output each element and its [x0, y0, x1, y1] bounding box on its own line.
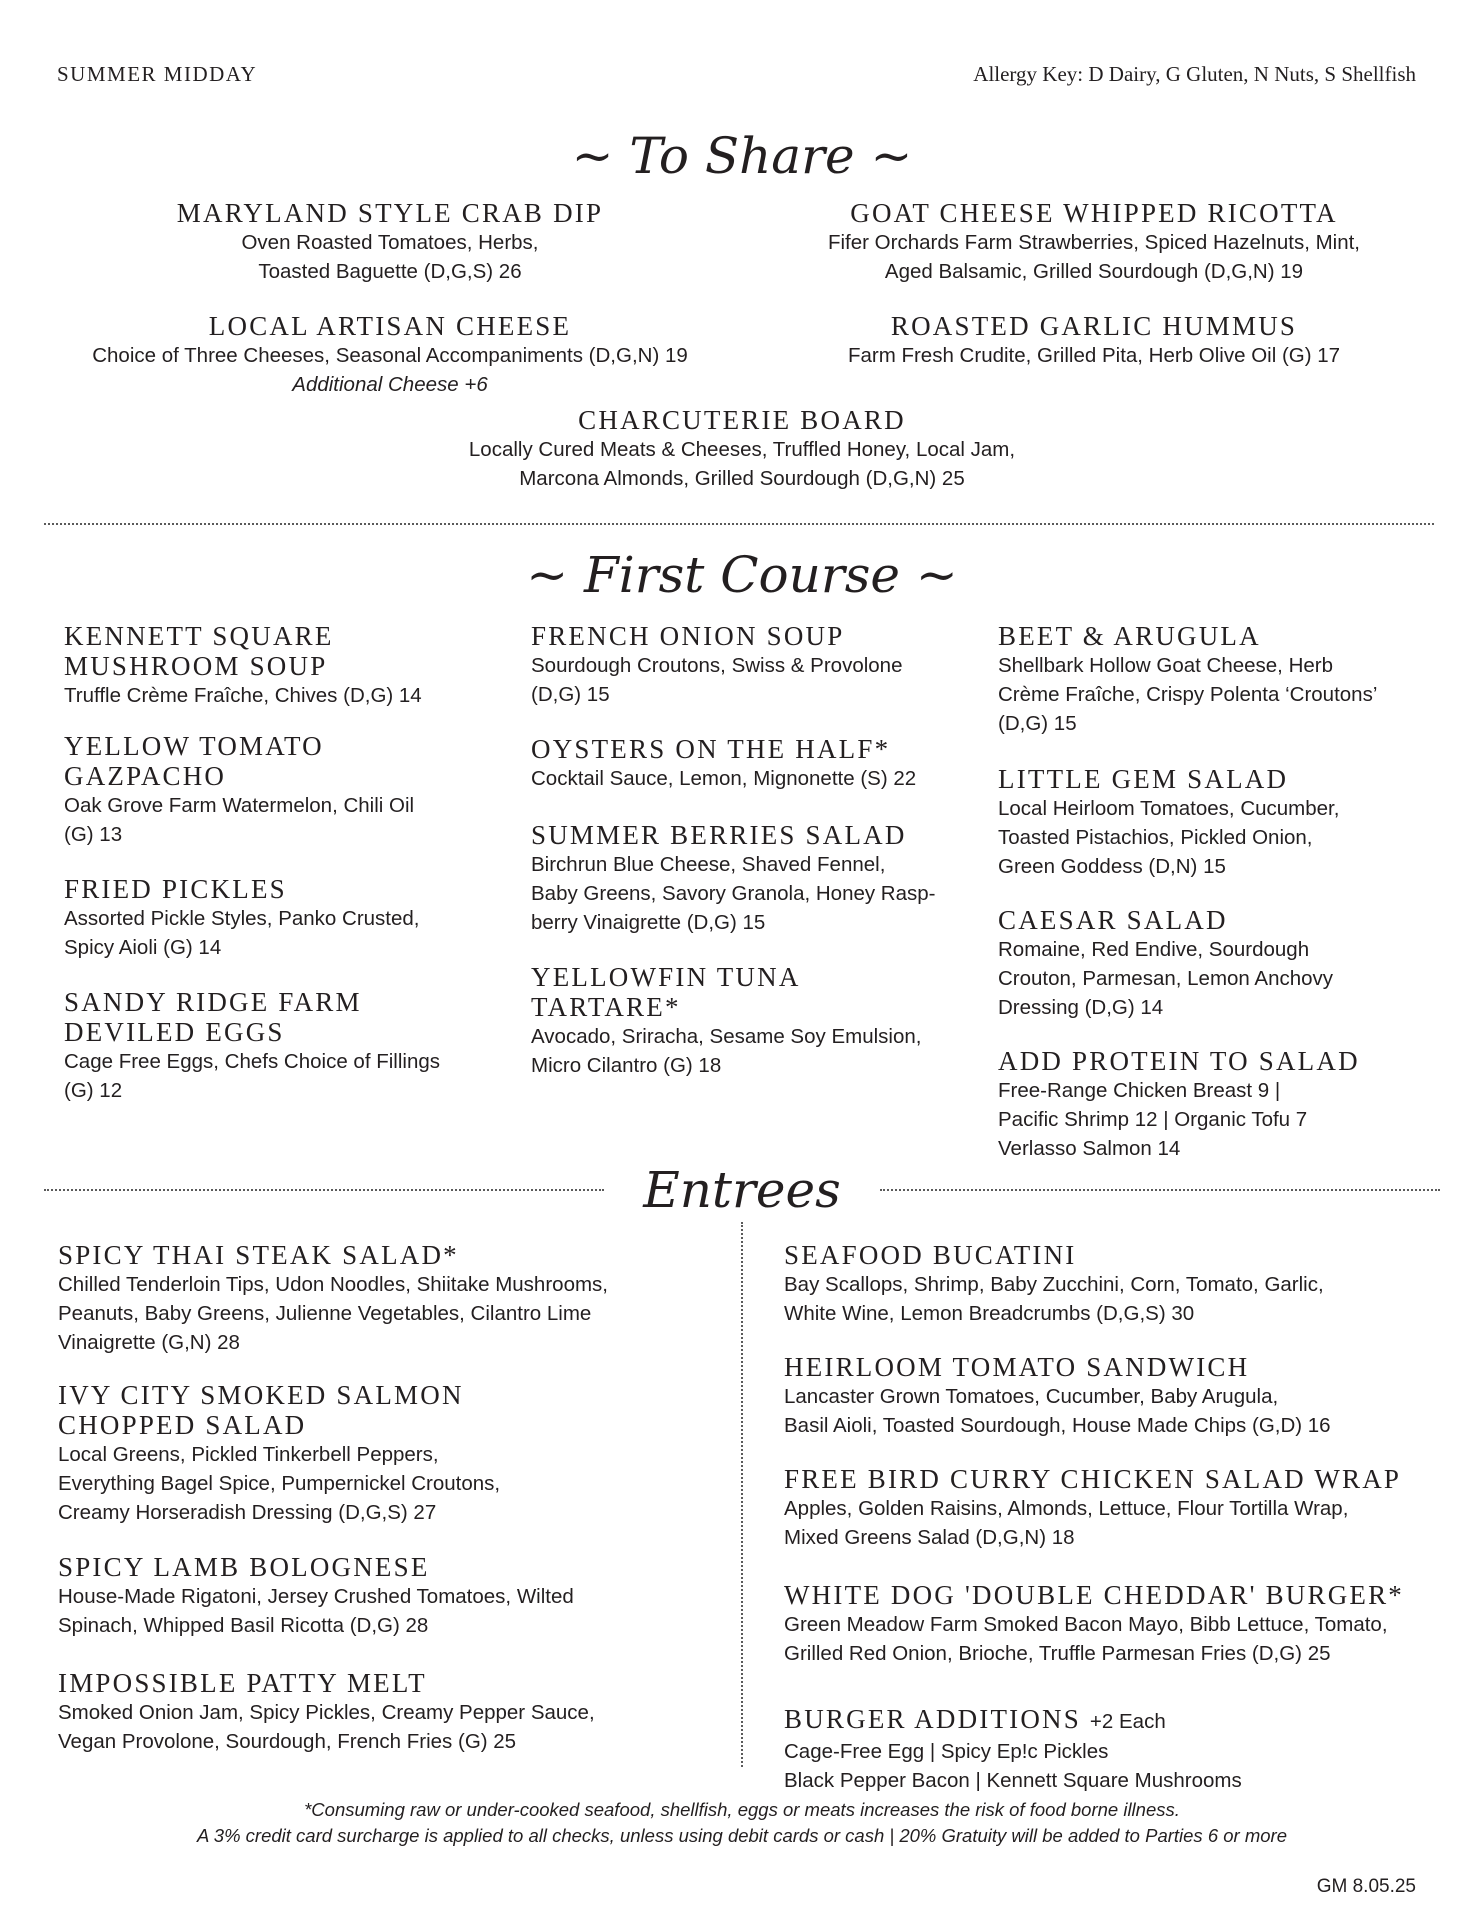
menu-item	[784, 1240, 1464, 1328]
item-name: SPICY THAI STEAK SALAD*	[58, 1240, 459, 1270]
item-description: Chilled Tenderloin Tips, Udon Noodles, Shiitake Mushrooms,	[58, 1273, 608, 1296]
item-name: OYSTERS ON THE HALF*	[531, 734, 891, 764]
item-description: Baby Greens, Savory Granola, Honey Rasp-	[531, 882, 936, 905]
item-description: Marcona Almonds, Grilled Sourdough (D,G,N) 25	[519, 467, 965, 490]
first-course-heading: ~ First Course ~	[526, 546, 958, 604]
item-description: Basil Aioli, Toasted Sourdough, House Made Chips (G,D) 16	[784, 1414, 1331, 1437]
entrees-heading: Entrees	[643, 1161, 841, 1219]
item-description: Free-Range Chicken Breast 9 |	[998, 1079, 1281, 1102]
item-description: Smoked Onion Jam, Spicy Pickles, Creamy Pepper Sauce,	[58, 1701, 595, 1724]
menu-item	[784, 1580, 1464, 1668]
item-description: Mixed Greens Salad (D,G,N) 18	[784, 1526, 1075, 1549]
item-name: DEVILED EGGS	[64, 1017, 285, 1047]
menu-item	[531, 621, 981, 709]
item-description: Crème Fraîche, Crispy Polenta ‘Croutons’	[998, 683, 1378, 706]
item-name: IVY CITY SMOKED SALMON	[58, 1380, 464, 1410]
item-description: Green Meadow Farm Smoked Bacon Mayo, Bibb Lettuce, Tomato,	[784, 1613, 1388, 1636]
item-description: Cage Free Eggs, Chefs Choice of Fillings	[64, 1050, 441, 1073]
item-description: Everything Bagel Spice, Pumpernickel Croutons,	[58, 1472, 501, 1495]
menu-item	[0, 198, 780, 286]
item-description: Crouton, Parmesan, Lemon Anchovy	[998, 967, 1334, 990]
item-name: FREE BIRD CURRY CHICKEN SALAD WRAP	[784, 1464, 1402, 1494]
menu-item	[784, 1352, 1464, 1440]
item-name: CHOPPED SALAD	[58, 1410, 307, 1440]
menu-item	[64, 621, 504, 710]
item-name	[784, 1704, 1464, 1737]
item-description: Grilled Red Onion, Brioche, Truffle Parmesan Fries (D,G) 25	[784, 1642, 1331, 1665]
item-name-text: BURGER ADDITIONS	[784, 1704, 1081, 1734]
item-description: Avocado, Sriracha, Sesame Soy Emulsion,	[531, 1025, 922, 1048]
item-description: Lancaster Grown Tomatoes, Cucumber, Baby Arugula,	[784, 1385, 1279, 1408]
menu-item	[58, 1380, 728, 1527]
menu-item	[64, 987, 504, 1105]
menu-item	[531, 734, 981, 793]
item-name: CAESAR SALAD	[998, 905, 1228, 935]
menu-item	[784, 1704, 1464, 1795]
item-description: Toasted Baguette (D,G,S) 26	[258, 260, 522, 283]
allergy-key: Allergy Key: D Dairy, G Gluten, N Nuts, S Shellfish	[973, 62, 1416, 86]
menu-item	[58, 1552, 728, 1640]
item-description: Cage-Free Egg | Spicy Ep!c Pickles	[784, 1740, 1109, 1763]
item-description: Aged Balsamic, Grilled Sourdough (D,G,N) 19	[884, 260, 1304, 283]
item-name: MUSHROOM SOUP	[64, 651, 328, 681]
menu-title: SUMMER MIDDAY	[57, 62, 258, 86]
item-description: berry Vinaigrette (D,G) 15	[531, 911, 766, 934]
item-description: Dressing (D,G) 14	[998, 996, 1164, 1019]
item-description: (D,G) 15	[998, 712, 1077, 735]
menu-item	[531, 820, 981, 937]
item-description: Oak Grove Farm Watermelon, Chili Oil	[64, 794, 415, 817]
item-description: (G) 12	[64, 1079, 123, 1102]
section-divider-right	[880, 1189, 1440, 1191]
item-name: CHARCUTERIE BOARD	[578, 405, 906, 435]
item-name: GAZPACHO	[64, 761, 227, 791]
item-description: Toasted Pistachios, Pickled Onion,	[998, 826, 1313, 849]
item-description: Black Pepper Bacon | Kennett Square Mushrooms	[784, 1769, 1242, 1792]
item-name: BEET & ARUGULA	[998, 621, 1261, 651]
menu-item	[744, 311, 1444, 370]
item-name: GOAT CHEESE WHIPPED RICOTTA	[850, 198, 1338, 228]
item-description: Creamy Horseradish Dressing (D,G,S) 27	[58, 1501, 437, 1524]
item-name: ADD PROTEIN TO SALAD	[998, 1046, 1360, 1076]
menu-item	[998, 1046, 1448, 1163]
menu-item	[998, 764, 1448, 881]
item-description: Green Goddess (D,N) 15	[998, 855, 1226, 878]
menu-item	[0, 405, 1484, 493]
item-description: Bay Scallops, Shrimp, Baby Zucchini, Corn, Tomato, Garlic,	[784, 1273, 1324, 1296]
item-name: HEIRLOOM TOMATO SANDWICH	[784, 1352, 1250, 1382]
item-name: IMPOSSIBLE PATTY MELT	[58, 1668, 427, 1698]
item-description: Shellbark Hollow Goat Cheese, Herb	[998, 654, 1333, 677]
item-addon-price: +2 Each	[1089, 1710, 1166, 1733]
menu-item	[998, 905, 1448, 1022]
item-name: LITTLE GEM SALAD	[998, 764, 1289, 794]
item-description: Birchrun Blue Cheese, Shaved Fennel,	[531, 853, 886, 876]
item-name: WHITE DOG 'DOUBLE CHEDDAR' BURGER*	[784, 1580, 1404, 1610]
item-name: TARTARE*	[531, 992, 681, 1022]
column-divider	[741, 1222, 743, 1767]
menu-item	[998, 621, 1448, 738]
item-name: YELLOWFIN TUNA	[531, 962, 801, 992]
menu-item	[58, 1668, 728, 1756]
item-name: ROASTED GARLIC HUMMUS	[890, 311, 1298, 341]
item-name: SUMMER BERRIES SALAD	[531, 820, 907, 850]
section-divider	[44, 523, 1434, 525]
menu-item	[0, 311, 780, 399]
item-description: Vegan Provolone, Sourdough, French Fries (G) 25	[58, 1730, 517, 1753]
item-description: Oven Roasted Tomatoes, Herbs,	[241, 231, 539, 254]
item-name: SANDY RIDGE FARM	[64, 987, 362, 1017]
item-description: Truffle Crème Fraîche, Chives (D,G) 14	[64, 684, 422, 707]
item-description: Locally Cured Meats & Cheeses, Truffled Honey, Local Jam,	[468, 438, 1016, 461]
item-name: YELLOW TOMATO	[64, 731, 324, 761]
item-description: Apples, Golden Raisins, Almonds, Lettuce, Flour Tortilla Wrap,	[784, 1497, 1349, 1520]
item-description: Fifer Orchards Farm Strawberries, Spiced Hazelnuts, Mint,	[827, 231, 1361, 254]
menu-item	[784, 1464, 1464, 1552]
item-description: Spicy Aioli (G) 14	[64, 936, 222, 959]
item-description: Pacific Shrimp 12 | Organic Tofu 7	[998, 1108, 1308, 1131]
footer-disclaimer: *Consuming raw or under-cooked seafood, shellfish, eggs or meats increases the risk of food borne illness.	[304, 1799, 1180, 1820]
item-description: (D,G) 15	[531, 683, 610, 706]
item-description: Local Heirloom Tomatoes, Cucumber,	[998, 797, 1340, 820]
item-name: SEAFOOD BUCATINI	[784, 1240, 1077, 1270]
item-description: Peanuts, Baby Greens, Julienne Vegetables, Cilantro Lime	[58, 1302, 592, 1325]
item-description: White Wine, Lemon Breadcrumbs (D,G,S) 30	[784, 1302, 1195, 1325]
item-note: Additional Cheese +6	[292, 373, 488, 396]
item-description: Farm Fresh Crudite, Grilled Pita, Herb Olive Oil (G) 17	[847, 344, 1341, 367]
footer-surcharge: A 3% credit card surcharge is applied to all checks, unless using debit cards or cash | 20% Gratuity will be added to Parties 6 or more	[197, 1825, 1287, 1846]
document-code: GM 8.05.25	[1316, 1876, 1416, 1897]
item-name: LOCAL ARTISAN CHEESE	[208, 311, 572, 341]
item-description: Assorted Pickle Styles, Panko Crusted,	[64, 907, 420, 930]
item-name: FRIED PICKLES	[64, 874, 287, 904]
item-description: Local Greens, Pickled Tinkerbell Peppers,	[58, 1443, 439, 1466]
item-name: KENNETT SQUARE	[64, 621, 334, 651]
menu-item	[58, 1240, 728, 1357]
item-description: Micro Cilantro (G) 18	[531, 1054, 722, 1077]
item-description: Choice of Three Cheeses, Seasonal Accompaniments (D,G,N) 19	[92, 344, 688, 367]
item-description: Romaine, Red Endive, Sourdough	[998, 938, 1310, 961]
menu-item	[531, 962, 981, 1080]
to-share-heading: ~ To Share ~	[571, 127, 913, 185]
menu-item	[64, 874, 504, 962]
item-description: Sourdough Croutons, Swiss & Provolone	[531, 654, 903, 677]
item-description: House-Made Rigatoni, Jersey Crushed Tomatoes, Wilted	[58, 1585, 574, 1608]
item-description: Cocktail Sauce, Lemon, Mignonette (S) 22	[531, 767, 917, 790]
item-name: FRENCH ONION SOUP	[531, 621, 845, 651]
menu-item	[744, 198, 1444, 286]
footer-notes	[0, 1797, 1484, 1849]
item-description: (G) 13	[64, 823, 123, 846]
item-name: SPICY LAMB BOLOGNESE	[58, 1552, 430, 1582]
item-name: MARYLAND STYLE CRAB DIP	[176, 198, 604, 228]
item-description: Spinach, Whipped Basil Ricotta (D,G) 28	[58, 1614, 429, 1637]
item-description: Vinaigrette (G,N) 28	[58, 1331, 240, 1354]
menu-item	[64, 731, 504, 849]
item-description: Verlasso Salmon 14	[998, 1137, 1181, 1160]
